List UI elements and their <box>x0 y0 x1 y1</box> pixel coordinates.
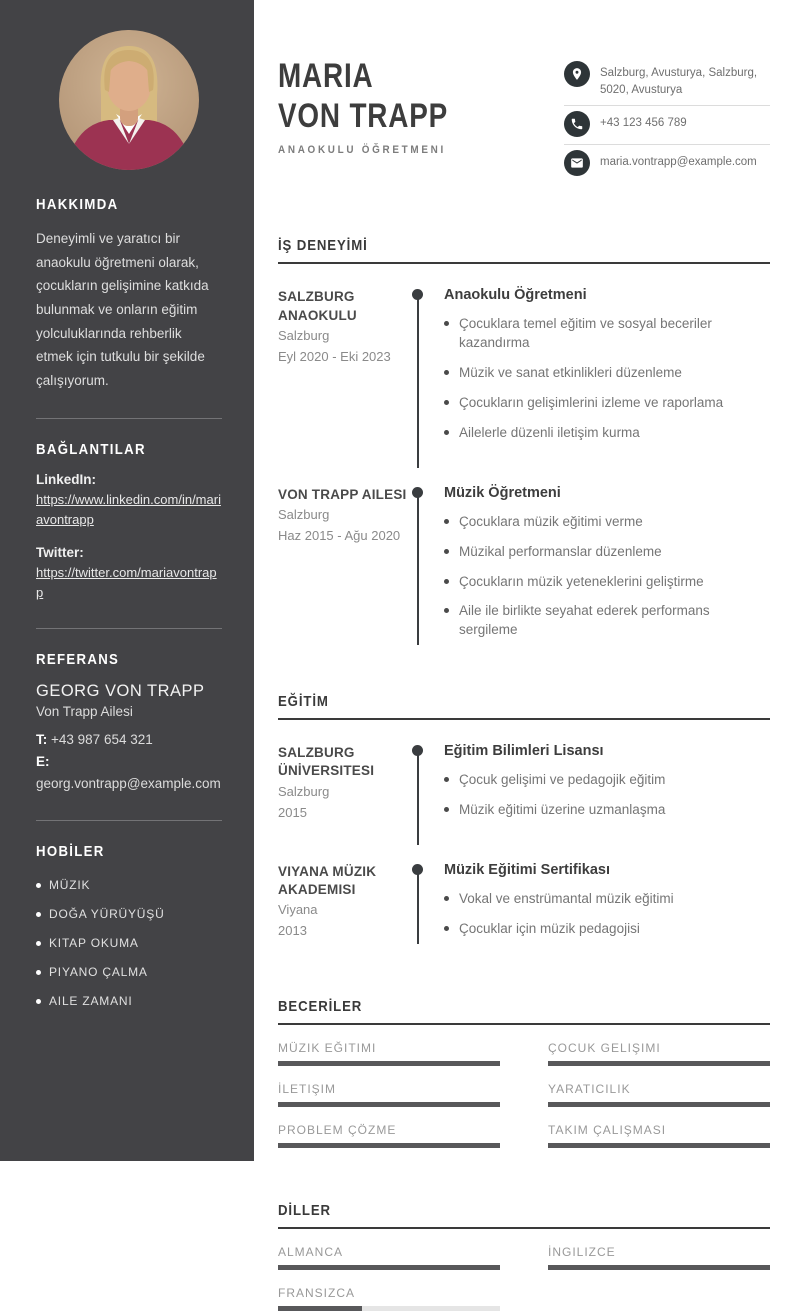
bullet-text: Çocukların müzik yeteneklerini geliştirme <box>459 573 704 589</box>
skill-item <box>278 1123 500 1148</box>
bullet-text: Çocuklar için müzik pedagojisi <box>459 920 640 936</box>
about-section <box>36 196 222 392</box>
links-section <box>36 441 222 602</box>
bullet-dot-icon <box>444 519 449 524</box>
company-location: Salzburg <box>278 507 330 523</box>
experience-entry <box>278 484 770 659</box>
about-text: Deneyimli ve yaratıcı bir anaokulu öğretmeni olarak, çocukların gelişimine katkıda bulunmak ve onların eğitim yolculuklarında rehberlik etmek için tutkulu bir şekilde çalışıyorum. <box>36 231 209 388</box>
language-bar-track <box>278 1265 500 1270</box>
experience-section <box>278 237 770 659</box>
school-name: VIYANA MÜZIK AKADEMISI <box>278 864 377 898</box>
education-entry <box>278 742 770 839</box>
skill-bar-track <box>548 1143 770 1148</box>
timeline <box>408 861 438 950</box>
language-bar-track <box>278 1306 500 1311</box>
skill-bar-track <box>278 1143 500 1148</box>
hobbies-section <box>36 843 222 1008</box>
bullet-item <box>444 424 770 443</box>
section-rule <box>278 262 770 264</box>
language-label: ALMANCA <box>278 1244 344 1259</box>
contact-email-row <box>564 145 770 183</box>
envelope-icon <box>564 150 590 176</box>
bullet-item <box>444 920 770 939</box>
bullet-text: Vokal ve enstrümantal müzik eğitimi <box>459 891 674 907</box>
job-title: ANAOKULU ÖĞRETMENI <box>278 144 446 157</box>
bullet-item <box>444 364 770 383</box>
twitter-link-group <box>36 545 222 602</box>
bullet-item <box>444 771 770 790</box>
sidebar-divider <box>36 628 222 629</box>
skill-label: MÜZIK EĞITIMI <box>278 1040 377 1055</box>
bullet-item <box>444 394 770 413</box>
experience-entry-right <box>438 484 770 651</box>
bullet-dot-icon <box>444 549 449 554</box>
education-section <box>278 693 770 958</box>
hobby-item <box>36 907 222 921</box>
first-name: MARIA <box>278 57 374 95</box>
hobby-label: MÜZIK <box>49 878 91 893</box>
timeline-line <box>417 296 419 467</box>
reference-email-label: E: <box>36 753 50 769</box>
language-item <box>278 1245 500 1270</box>
company-location: Salzburg <box>278 327 330 343</box>
languages-heading: DİLLER <box>278 1201 331 1219</box>
hobbies-heading: HOBİLER <box>36 843 105 861</box>
hobby-item <box>36 994 222 1008</box>
bullet-dot-icon <box>444 400 449 405</box>
timeline <box>408 286 438 453</box>
bullet-item <box>444 890 770 909</box>
bullet-dot-icon <box>36 883 41 888</box>
reference-phone-value: +43 987 654 321 <box>51 732 153 748</box>
language-item <box>278 1286 500 1311</box>
hobby-label: DOĞA YÜRÜYÜŞÜ <box>49 907 165 922</box>
degree-title: Eğitim Bilimleri Lisansı <box>444 743 604 760</box>
hobby-label: KITAP OKUMA <box>49 936 139 951</box>
bullet-item <box>444 573 770 592</box>
skill-label: İLETIŞIM <box>278 1081 337 1096</box>
timeline <box>408 742 438 831</box>
timeline-line <box>417 752 419 845</box>
reference-phone <box>36 729 222 751</box>
skill-bar-fill <box>548 1061 770 1066</box>
bullet-text: Müzik eğitimi üzerine uzmanlaşma <box>459 802 666 818</box>
bullet-item <box>444 543 770 562</box>
bullet-dot-icon <box>444 777 449 782</box>
bullet-text: Müzik ve sanat etkinlikleri düzenleme <box>459 365 682 381</box>
bullet-dot-icon <box>444 807 449 812</box>
bullet-text: Müzikal performanslar düzenleme <box>459 543 662 559</box>
position-bullets <box>444 315 770 442</box>
education-dates: 2013 <box>278 923 307 939</box>
education-entry-left <box>278 742 408 831</box>
contact-phone: +43 123 456 789 <box>600 117 687 130</box>
education-dates: 2015 <box>278 804 307 820</box>
linkedin-link[interactable]: https://www.linkedin.com/in/mariavontrapp <box>36 492 221 527</box>
skill-bar-fill <box>278 1102 500 1107</box>
language-bar-fill <box>278 1306 362 1311</box>
education-entry <box>278 861 770 958</box>
bullet-dot-icon <box>444 321 449 326</box>
skill-bar-fill <box>278 1061 500 1066</box>
bullet-dot-icon <box>444 430 449 435</box>
bullet-dot-icon <box>36 912 41 917</box>
bullet-text: Çocukların gelişimlerini izleme ve raporlama <box>459 395 724 411</box>
skills-heading: BECERİLER <box>278 997 363 1015</box>
skill-bar-track <box>548 1102 770 1107</box>
degree-bullets <box>444 890 770 939</box>
company-name: SALZBURG ANAOKULU <box>278 289 357 323</box>
section-rule <box>278 718 770 720</box>
language-label: İNGILIZCE <box>548 1244 616 1259</box>
education-entry-right <box>438 742 770 831</box>
skills-section <box>278 998 770 1148</box>
bullet-text: Çocuklara müzik eğitimi verme <box>459 513 643 529</box>
skill-label: TAKIM ÇALIŞMASI <box>548 1122 667 1137</box>
languages-grid <box>278 1245 770 1311</box>
language-item <box>548 1245 770 1270</box>
bullet-dot-icon <box>444 608 449 613</box>
skill-item <box>278 1041 500 1066</box>
bullet-text: Aile ile birlikte seyahat ederek performans sergileme <box>459 603 710 638</box>
language-bar-track <box>548 1265 770 1270</box>
section-rule <box>278 1227 770 1229</box>
bullet-item <box>444 315 770 353</box>
bullet-item <box>444 801 770 820</box>
position-title: Anaokulu Öğretmeni <box>444 287 587 304</box>
skill-bar-track <box>278 1061 500 1066</box>
bullet-item <box>444 602 770 640</box>
section-rule <box>278 1023 770 1025</box>
timeline-line <box>417 871 419 944</box>
employment-dates: Haz 2015 - Ağu 2020 <box>278 527 401 543</box>
language-bar-fill <box>278 1265 500 1270</box>
skill-bar-fill <box>278 1143 500 1148</box>
contact-block <box>564 56 770 183</box>
reference-phone-label: T: <box>36 732 48 748</box>
school-name: SALZBURG ÜNİVERSITESI <box>278 745 375 779</box>
bullet-item <box>444 513 770 532</box>
company-name: VON TRAPP AILESI <box>278 486 407 502</box>
hobby-item <box>36 936 222 950</box>
hobby-label: AILE ZAMANI <box>49 994 133 1009</box>
skill-item <box>548 1041 770 1066</box>
bullet-dot-icon <box>36 970 41 975</box>
linkedin-label: LinkedIn: <box>36 472 96 488</box>
reference-section <box>36 651 222 794</box>
contact-phone-row <box>564 106 770 145</box>
hobby-item <box>36 965 222 979</box>
skill-label: YARATICILIK <box>548 1081 631 1096</box>
skill-item <box>548 1082 770 1107</box>
linkedin-link-group <box>36 472 222 529</box>
hobby-item <box>36 878 222 892</box>
education-entry-right <box>438 861 770 950</box>
location-pin-icon <box>564 61 590 87</box>
timeline-line <box>417 494 419 645</box>
bullet-text: Ailelerle düzenli iletişim kurma <box>459 424 640 440</box>
language-bar-fill <box>548 1265 770 1270</box>
avatar-illustration <box>59 30 199 170</box>
skill-item <box>548 1123 770 1148</box>
bullet-dot-icon <box>36 941 41 946</box>
skill-label: PROBLEM ÇÖZME <box>278 1122 397 1137</box>
twitter-label: Twitter: <box>36 545 84 561</box>
school-location: Salzburg <box>278 783 330 799</box>
sidebar-divider <box>36 418 222 419</box>
skill-item <box>278 1082 500 1107</box>
profile-photo <box>59 30 199 170</box>
bullet-dot-icon <box>444 896 449 901</box>
skill-bar-fill <box>548 1143 770 1148</box>
bullet-dot-icon <box>36 999 41 1004</box>
name-block <box>278 52 485 156</box>
contact-address-row <box>564 56 770 106</box>
position-title: Müzik Öğretmeni <box>444 484 561 501</box>
school-location: Viyana <box>278 902 318 918</box>
contact-email: maria.vontrapp@example.com <box>600 156 757 169</box>
twitter-link[interactable]: https://twitter.com/mariavontrapp <box>36 565 217 600</box>
skill-bar-track <box>548 1061 770 1066</box>
bullet-dot-icon <box>444 370 449 375</box>
reference-organization: Von Trapp Ailesi <box>36 704 133 720</box>
bullet-text: Çocuk gelişimi ve pedagojik eğitim <box>459 772 666 788</box>
sidebar-divider <box>36 820 222 821</box>
hobby-label: PIYANO ÇALMA <box>49 965 148 980</box>
education-entry-left <box>278 861 408 950</box>
bullet-text: Çocuklara temel eğitim ve sosyal beceriler kazandırma <box>459 316 712 351</box>
about-heading: HAKKIMDA <box>36 196 119 213</box>
reference-heading: REFERANS <box>36 651 120 669</box>
bullet-dot-icon <box>444 579 449 584</box>
skill-bar-track <box>278 1102 500 1107</box>
language-label: FRANSIZCA <box>278 1285 356 1300</box>
experience-entry <box>278 286 770 461</box>
education-heading: EĞİTİM <box>278 693 329 711</box>
skill-bar-fill <box>548 1102 770 1107</box>
degree-bullets <box>444 771 770 820</box>
reference-email <box>36 751 222 794</box>
experience-entry-right <box>438 286 770 453</box>
resume-header <box>278 52 770 183</box>
links-heading: BAĞLANTILAR <box>36 441 146 459</box>
degree-title: Müzik Eğitimi Sertifikası <box>444 862 610 879</box>
position-bullets <box>444 513 770 640</box>
reference-name: GEORG VON TRAPP <box>36 682 205 701</box>
experience-heading: İŞ DENEYİMİ <box>278 237 368 255</box>
skills-grid <box>278 1041 770 1148</box>
experience-entry-left <box>278 286 408 453</box>
reference-email-value: georg.vontrapp@example.com <box>36 775 221 791</box>
last-name: VON TRAPP <box>278 97 449 136</box>
contact-address: Salzburg, Avusturya, Salzburg, 5020, Avusturya <box>600 67 758 96</box>
experience-entry-left <box>278 484 408 651</box>
skill-label: ÇOCUK GELIŞIMI <box>548 1040 661 1055</box>
hobby-list <box>36 878 222 1008</box>
bullet-dot-icon <box>444 926 449 931</box>
main-content <box>254 0 794 1300</box>
employment-dates: Eyl 2020 - Eki 2023 <box>278 348 391 364</box>
phone-icon <box>564 111 590 137</box>
timeline <box>408 484 438 651</box>
languages-section <box>278 1202 770 1311</box>
sidebar <box>0 0 254 1161</box>
